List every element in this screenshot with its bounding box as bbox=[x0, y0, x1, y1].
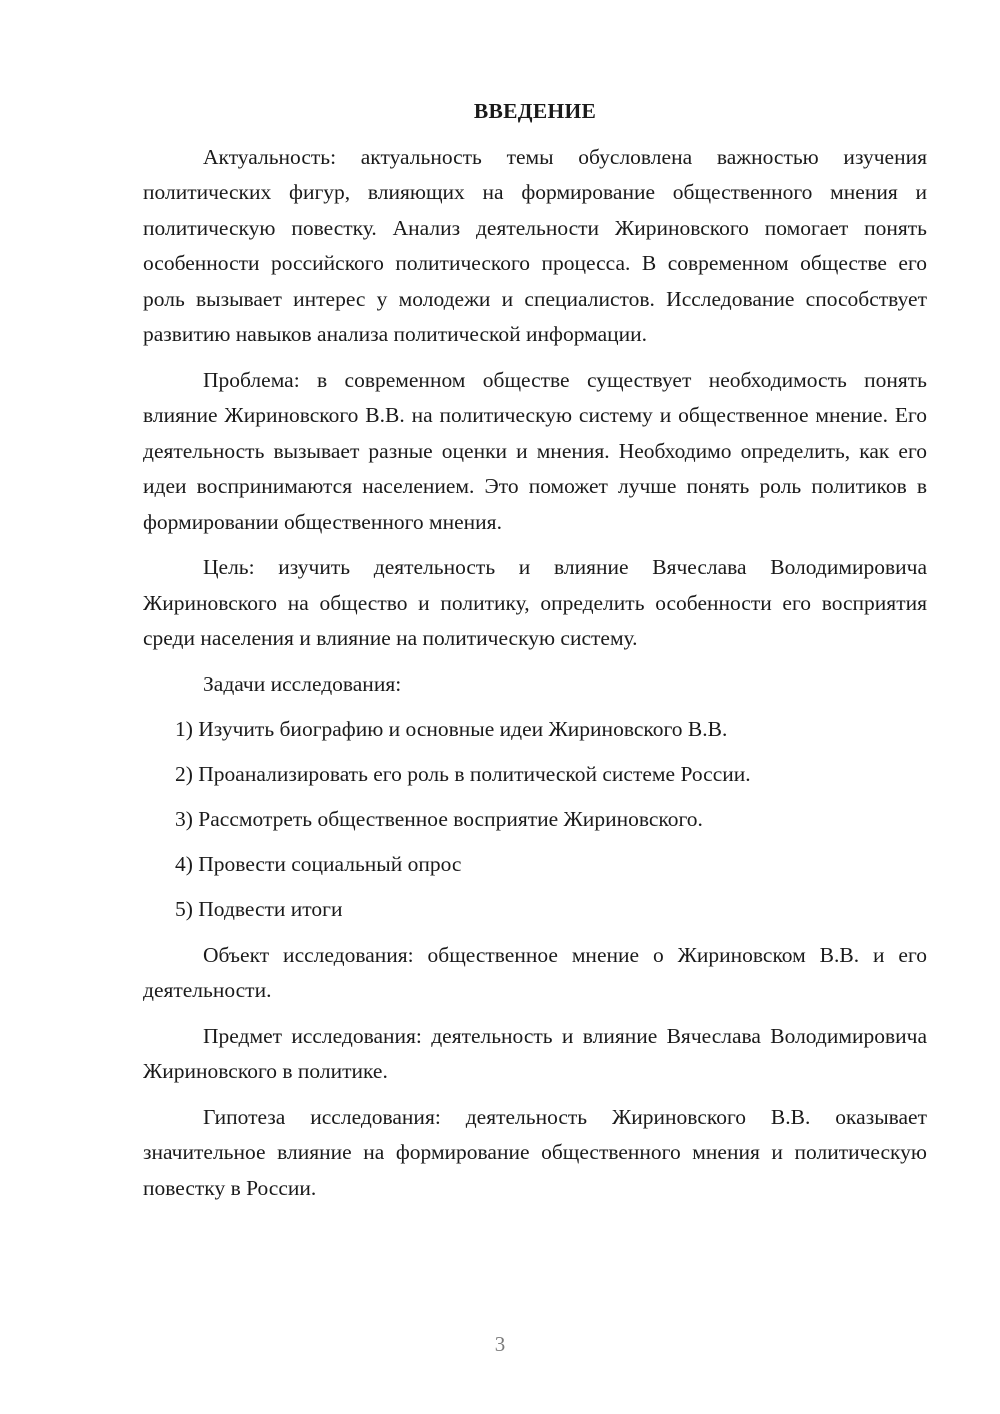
hypothesis-paragraph: Гипотеза исследования: деятельность Жириновского В.В. оказывает значительное влияние на формирование общественного мнения и политическую повестку в России. bbox=[143, 1104, 927, 1200]
task-item: 1) Изучить биографию и основные идеи Жириновского В.В. bbox=[175, 717, 728, 741]
tasks-list bbox=[143, 712, 927, 928]
subject-paragraph: Предмет исследования: деятельность и влияние Вячеслава Володимировича Жириновского в политике. bbox=[143, 1023, 927, 1083]
problem-paragraph: Проблема: в современном обществе существует необходимость понять влияние Жириновского В.В. на политическую систему и общественное мнение. Его деятельность вызывает разные оценки и мнения. Необходимо определить, как его идеи воспринимаются населением. Это поможет лучше понять роль политиков в формировании общественного мнения. bbox=[143, 367, 927, 534]
tasks-heading: Задачи исследования: bbox=[203, 671, 402, 696]
object-paragraph: Объект исследования: общественное мнение о Жириновском В.В. и его деятельности. bbox=[143, 942, 927, 1002]
task-item: 4) Провести социальный опрос bbox=[175, 852, 462, 876]
relevance-paragraph: Актуальность: актуальность темы обусловлена важностью изучения политических фигур, влияющих на формирование общественного мнения и политическую повестку. Анализ деятельности Жириновского помогает понять особенности российского политического процесса. В современном обществе его роль вызывает интерес у молодежи и специалистов. Исследование способствует развитию навыков анализа политической информации. bbox=[143, 144, 927, 346]
task-item: 2) Проанализировать его роль в политической системе России. bbox=[175, 762, 751, 786]
document-page bbox=[143, 94, 927, 1216]
page-number: 3 bbox=[494, 1332, 506, 1356]
section-title: ВВЕДЕНИЕ bbox=[473, 99, 597, 123]
task-item: 5) Подвести итоги bbox=[175, 897, 343, 921]
goal-paragraph: Цель: изучить деятельность и влияние Вячеслава Володимировича Жириновского на общество и политику, определить особенности его восприятия среди населения и влияние на политическую систему. bbox=[143, 555, 927, 650]
task-item: 3) Рассмотреть общественное восприятие Жириновского. bbox=[175, 807, 703, 831]
